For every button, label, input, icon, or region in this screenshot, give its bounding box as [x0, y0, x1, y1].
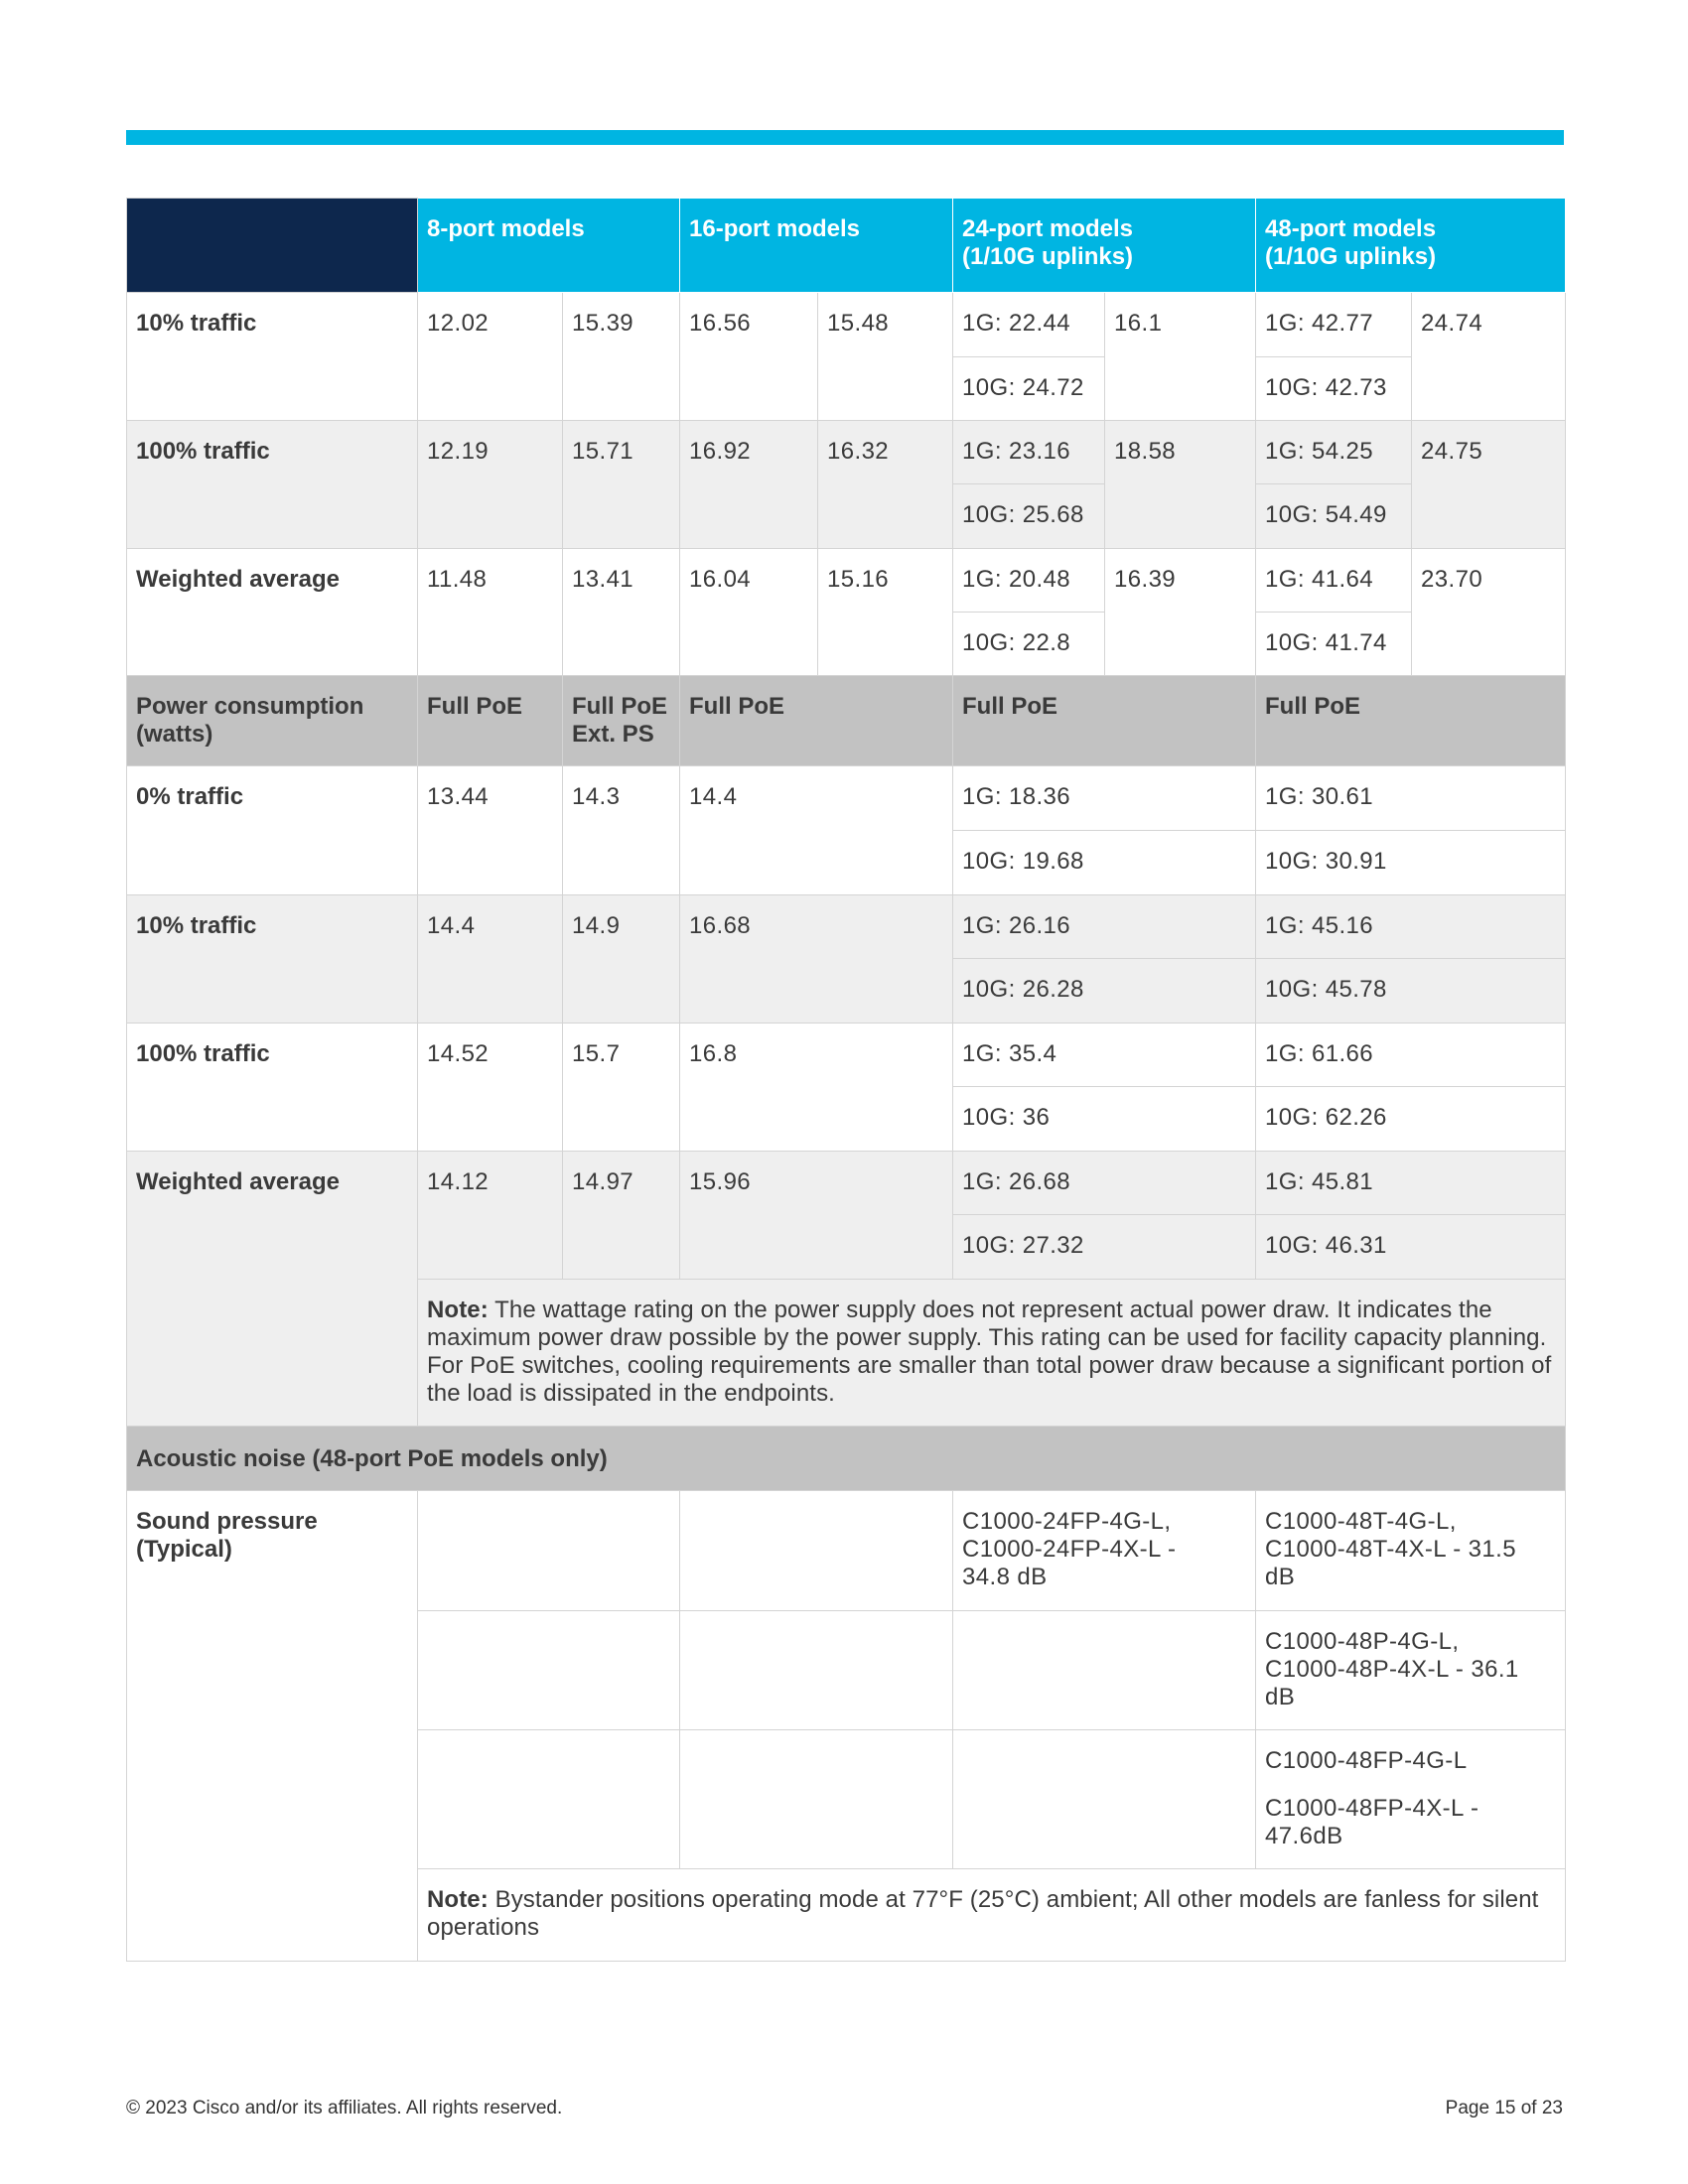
- cell: 1G: 45.16: [1256, 895, 1566, 959]
- cell: 13.41: [563, 549, 680, 676]
- cell: 1G: 26.68: [953, 1152, 1256, 1215]
- cell: 1G: 61.66: [1256, 1024, 1566, 1087]
- cell: 18.58: [1105, 421, 1256, 549]
- cell: 16.04: [680, 549, 818, 676]
- cell: [953, 1730, 1256, 1869]
- cell: C1000-48T-4G-L, C1000-48T-4X-L - 31.5 dB: [1256, 1491, 1566, 1611]
- cell: Full PoE: [953, 676, 1256, 766]
- section-header-row: [127, 1427, 1566, 1491]
- cell: Full PoE Ext. PS: [563, 676, 680, 766]
- cell: 16.32: [818, 421, 953, 549]
- cell: 1G: 26.16: [953, 895, 1256, 959]
- cell: C1000-48P-4G-L, C1000-48P-4X-L - 36.1 dB: [1256, 1611, 1566, 1730]
- cell: 16.8: [680, 1024, 953, 1152]
- cell: [418, 1611, 680, 1730]
- cell: 10G: 36: [953, 1087, 1256, 1152]
- cell: 15.16: [818, 549, 953, 676]
- cell: 16.1: [1105, 293, 1256, 421]
- model-line: C1000-48FP-4G-L: [1265, 1747, 1468, 1774]
- cell: [418, 1730, 680, 1869]
- cell: 1G: 35.4: [953, 1024, 1256, 1087]
- cell: 10G: 25.68: [953, 484, 1105, 549]
- cell: 1G: 18.36: [953, 766, 1256, 831]
- row-label: 100% traffic: [127, 421, 418, 549]
- row-label: Sound pressure (Typical): [127, 1491, 418, 1962]
- table-row: [127, 421, 1566, 484]
- spec-table: [126, 198, 1566, 1962]
- acoustic-note: Note: Bystander positions operating mode at 77°F (25°C) ambient; All other models are fanless for silent operations: [418, 1869, 1566, 1962]
- cell: [680, 1730, 953, 1869]
- cell: Full PoE: [1256, 676, 1566, 766]
- cell: 14.4: [418, 895, 563, 1024]
- cell: 1G: 23.16: [953, 421, 1105, 484]
- header-corner: [127, 199, 418, 293]
- accent-bar: [126, 130, 1564, 145]
- section-header-row: [127, 676, 1566, 766]
- cell: 16.92: [680, 421, 818, 549]
- cell: [680, 1611, 953, 1730]
- row-label: Weighted average: [127, 1152, 418, 1427]
- row-label: 0% traffic: [127, 766, 418, 895]
- cell: Full PoE: [418, 676, 563, 766]
- cell: 15.48: [818, 293, 953, 421]
- cell: 24.75: [1412, 421, 1566, 549]
- header-24-port: 24-port models (1/10G uplinks): [953, 199, 1256, 293]
- cell: 12.19: [418, 421, 563, 549]
- cell: 16.39: [1105, 549, 1256, 676]
- cell: 23.70: [1412, 549, 1566, 676]
- cell: 1G: 20.48: [953, 549, 1105, 613]
- cell: 1G: 54.25: [1256, 421, 1412, 484]
- cell: 14.4: [680, 766, 953, 895]
- cell: 14.52: [418, 1024, 563, 1152]
- cell: 1G: 42.77: [1256, 293, 1412, 357]
- cell: 1G: 45.81: [1256, 1152, 1566, 1215]
- cell: 15.96: [680, 1152, 953, 1280]
- cell: 1G: 41.64: [1256, 549, 1412, 613]
- cell: 10G: 41.74: [1256, 613, 1412, 676]
- table-row: [127, 1024, 1566, 1087]
- cell: 10G: 45.78: [1256, 959, 1566, 1024]
- table-row: [127, 766, 1566, 831]
- cell: 1G: 30.61: [1256, 766, 1566, 831]
- header-8-port: 8-port models: [418, 199, 680, 293]
- section-title: Acoustic noise (48-port PoE models only): [127, 1427, 1566, 1491]
- cell: 15.7: [563, 1024, 680, 1152]
- cell: [680, 1491, 953, 1611]
- cell: 13.44: [418, 766, 563, 895]
- cell: [418, 1491, 680, 1611]
- cell: 11.48: [418, 549, 563, 676]
- cell: 10G: 62.26: [1256, 1087, 1566, 1152]
- cell: [1256, 1730, 1566, 1869]
- cell: 16.56: [680, 293, 818, 421]
- cell: 14.12: [418, 1152, 563, 1280]
- cell: 10G: 54.49: [1256, 484, 1412, 549]
- cell: [953, 1611, 1256, 1730]
- cell: 10G: 42.73: [1256, 357, 1412, 421]
- row-label: 100% traffic: [127, 1024, 418, 1152]
- cell: 16.68: [680, 895, 953, 1024]
- cell: 14.97: [563, 1152, 680, 1280]
- cell: C1000-24FP-4G-L, C1000-24FP-4X-L - 34.8 dB: [953, 1491, 1256, 1611]
- cell: 10G: 27.32: [953, 1215, 1256, 1280]
- cell: 24.74: [1412, 293, 1566, 421]
- cell: 10G: 24.72: [953, 357, 1105, 421]
- cell: Full PoE: [680, 676, 953, 766]
- cell: 15.71: [563, 421, 680, 549]
- cell: 1G: 22.44: [953, 293, 1105, 357]
- footer-copyright: © 2023 Cisco and/or its affiliates. All rights reserved.: [126, 2098, 563, 2118]
- row-label: 10% traffic: [127, 895, 418, 1024]
- row-label: Weighted average: [127, 549, 418, 676]
- cell: 12.02: [418, 293, 563, 421]
- table-header-row: [127, 199, 1566, 293]
- header-16-port: 16-port models: [680, 199, 953, 293]
- cell: 14.9: [563, 895, 680, 1024]
- cell: 14.3: [563, 766, 680, 895]
- table-row: [127, 549, 1566, 613]
- cell: 10G: 19.68: [953, 831, 1256, 895]
- section-title: Power consumption (watts): [127, 676, 418, 766]
- power-note: Note: The wattage rating on the power supply does not represent actual power draw. It indicates the maximum power draw possible by the power supply. This rating can be used for facility capacity planning. For PoE switches, cooling requirements are smaller than total power draw because a significant portion of the load is dissipated in the endpoints.: [418, 1280, 1566, 1427]
- footer-page-number: Page 15 of 23: [1445, 2098, 1563, 2118]
- cell: 10G: 22.8: [953, 613, 1105, 676]
- model-line: C1000-48FP-4X-L - 47.6dB: [1265, 1795, 1479, 1849]
- cell: 10G: 26.28: [953, 959, 1256, 1024]
- header-48-port: 48-port models (1/10G uplinks): [1256, 199, 1566, 293]
- row-label: 10% traffic: [127, 293, 418, 421]
- cell: 10G: 46.31: [1256, 1215, 1566, 1280]
- table-row: [127, 895, 1566, 959]
- cell: 15.39: [563, 293, 680, 421]
- table-row: [127, 1152, 1566, 1215]
- cell: 10G: 30.91: [1256, 831, 1566, 895]
- table-row: [127, 293, 1566, 357]
- table-row: [127, 1491, 1566, 1611]
